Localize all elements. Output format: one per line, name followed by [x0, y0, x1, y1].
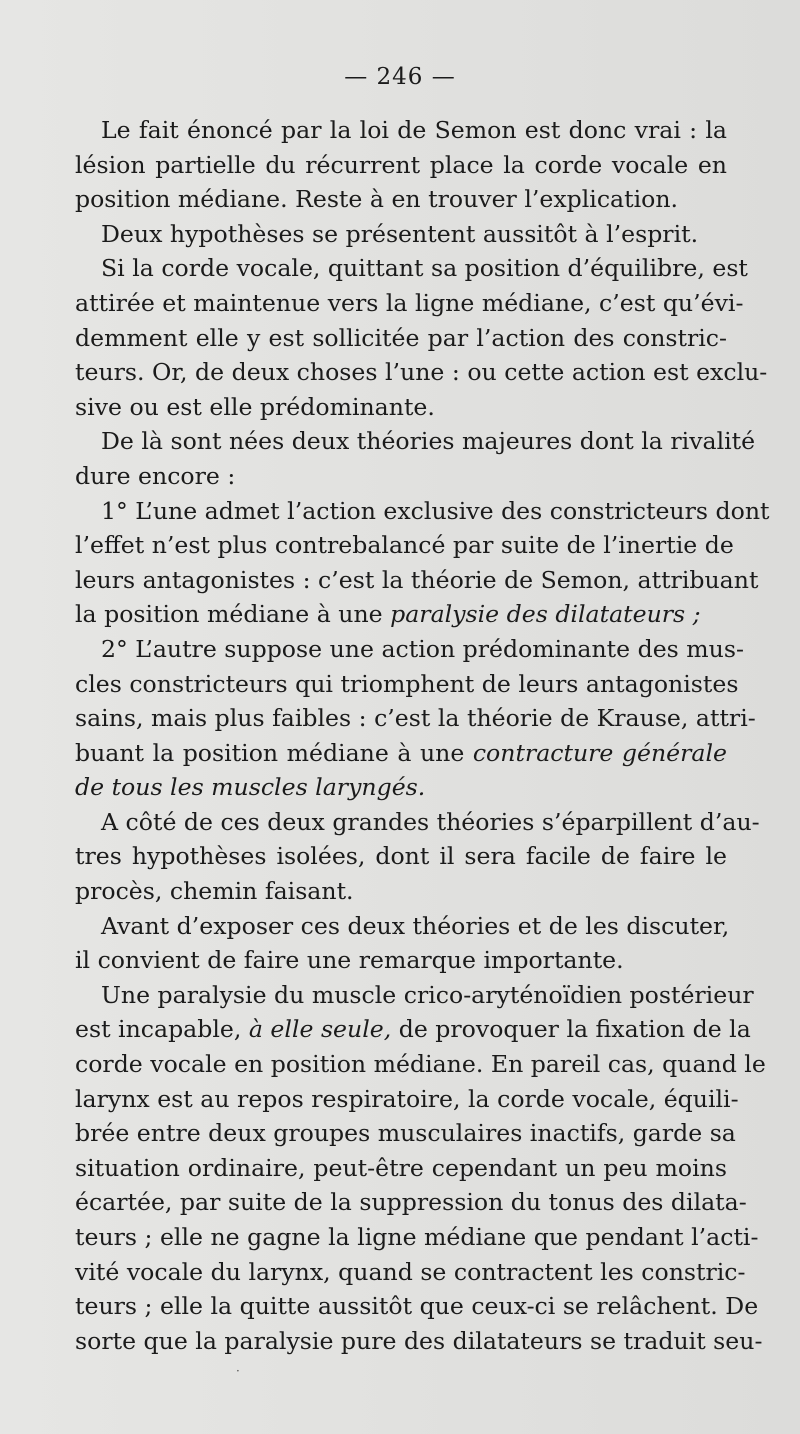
text-line — [75, 390, 727, 425]
text-run: position médiane. Reste à en trouver l’explication. — [75, 185, 679, 214]
text-run: la position médiane à une — [75, 600, 391, 629]
text-line — [75, 1151, 727, 1186]
text-run: 1° L’une admet l’action exclusive des constricteurs dont — [101, 496, 770, 525]
italic-text: contracture générale — [472, 738, 728, 767]
text-line — [75, 1047, 766, 1082]
text-line — [75, 459, 727, 494]
text-run: leurs antagonistes : c’est la théorie de Semon, attribuant — [75, 565, 759, 594]
text-run: est incapable, — [75, 1015, 249, 1044]
text-line — [75, 805, 760, 840]
text-run: larynx est au repos respiratoire, la corde vocale, équili- — [75, 1084, 739, 1113]
text-run: De là sont nées deux théories majeures dont la rivalité — [101, 427, 756, 456]
text-line — [75, 701, 756, 736]
text-run: de provoquer la fixation de la — [391, 1015, 751, 1044]
text-run: vité vocale du larynx, quand se contractent les constric- — [75, 1257, 746, 1286]
text-run: sorte que la paralysie pure des dilatateurs se traduit seu- — [75, 1326, 763, 1355]
text-line — [75, 1324, 763, 1359]
text-run: teurs ; elle ne gagne la ligne médiane que pendant l’acti- — [75, 1223, 759, 1251]
text-line — [75, 1289, 759, 1324]
text-run: lésion partielle du récurrent place la corde vocale en — [75, 150, 727, 179]
text-run: teurs. Or, de deux choses l’une : ou cette action est exclu- — [75, 358, 768, 387]
text-line — [75, 355, 768, 390]
text-line — [75, 494, 770, 529]
text-line — [75, 667, 739, 702]
text-run: corde vocale en position médiane. En pareil cas, quand le — [75, 1050, 766, 1079]
text-line — [75, 874, 727, 909]
text-line — [75, 424, 756, 459]
text-run: dure encore : — [75, 461, 236, 490]
text-run: situation ordinaire, peut-être cependant un peu moins — [75, 1153, 727, 1182]
text-run: tres hypothèses isolées, dont il sera facile de faire le — [75, 842, 727, 871]
text-line — [75, 251, 748, 286]
text-run: 2° L’autre suppose une action prédominante des mus- — [101, 634, 744, 663]
text-line — [75, 217, 727, 252]
text-line — [75, 1255, 746, 1290]
text-run: l’effet n’est plus contrebalancé par suite de l’inertie de — [75, 531, 734, 560]
text-run: buant la position médiane à une — [75, 738, 473, 767]
text-line — [75, 943, 727, 978]
page-number: — 246 — — [344, 64, 456, 90]
text-run: A côté de ces deux grandes théories s’éparpillent d’au- — [101, 807, 760, 836]
text-line — [75, 1220, 759, 1255]
text-run: il convient de faire une remarque importante. — [75, 946, 624, 975]
text-run: Avant d’exposer ces deux théories et de les discuter, — [101, 911, 730, 940]
text-line — [75, 770, 727, 805]
text-line — [75, 563, 759, 598]
text-line — [75, 182, 727, 217]
text-run: Deux hypothèses se présentent aussitôt à l’esprit. — [101, 219, 699, 248]
text-line — [75, 321, 727, 356]
text-run: brée entre deux groupes musculaires inactifs, garde sa — [75, 1119, 736, 1148]
text-line — [75, 597, 727, 632]
text-run: teurs ; elle la quitte aussitôt que ceux-ci se relâchent. De — [75, 1292, 759, 1321]
text-line — [75, 978, 754, 1013]
print-mark: · — [236, 1364, 240, 1378]
text-line — [75, 148, 727, 183]
text-line — [75, 736, 727, 771]
text-run: Une paralysie du muscle crico-aryténoïdien postérieur — [101, 980, 754, 1009]
text-line — [75, 1012, 751, 1047]
text-run: attirée et maintenue vers la ligne médiane, c’est qu’évi- — [75, 288, 744, 317]
text-run: cles constricteurs qui triomphent de leurs antagonistes — [75, 669, 739, 698]
text-line — [75, 113, 727, 148]
text-run: écartée, par suite de la suppression du tonus des dilata- — [75, 1188, 747, 1217]
text-run: Si la corde vocale, quittant sa position d’équilibre, est — [101, 254, 748, 283]
text-run: Le fait énoncé par la loi de Semon est donc vrai : la — [101, 116, 727, 144]
text-line — [75, 286, 744, 321]
text-run: sains, mais plus faibles : c’est la théorie de Krause, attri- — [75, 704, 756, 733]
text-run: sive ou est elle prédominante. — [75, 392, 435, 421]
italic-text: paralysie des dilatateurs ; — [390, 600, 701, 629]
text-line — [75, 839, 727, 874]
text-run: procès, chemin faisant. — [75, 877, 354, 906]
text-line — [75, 1116, 736, 1151]
text-run: demment elle y est sollicitée par l’action des constric- — [75, 323, 727, 352]
text-line — [75, 1082, 739, 1117]
text-line — [75, 1185, 747, 1220]
italic-text: à elle seule, — [248, 1015, 392, 1044]
text-line — [75, 909, 730, 944]
text-line — [75, 528, 734, 563]
italic-text: de tous les muscles laryngés. — [75, 773, 426, 802]
text-line — [75, 632, 744, 667]
body-text — [75, 113, 770, 1358]
